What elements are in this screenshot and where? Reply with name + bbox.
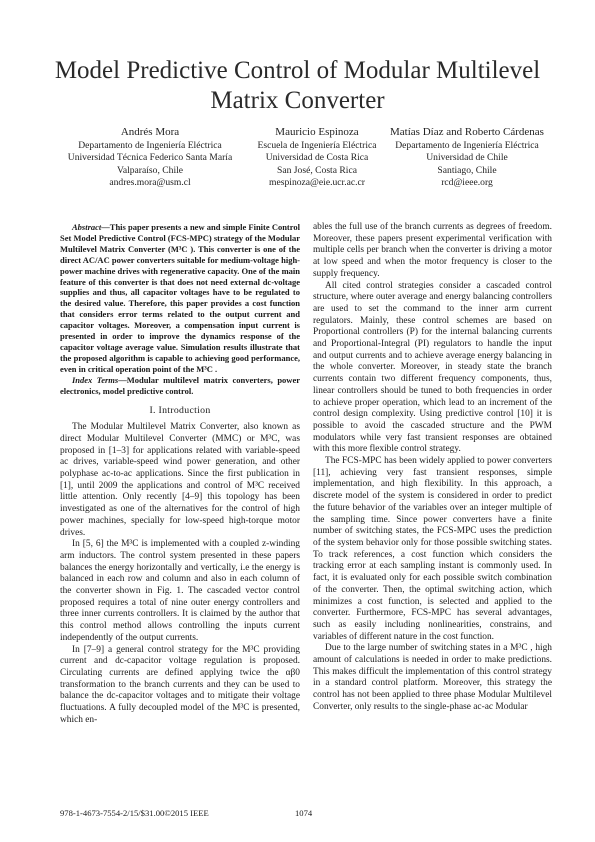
body-paragraph: The Modular Multilevel Matrix Converter, also known as direct Modular Multilevel Converter (MMC) or M³C, was proposed in [1–3] for applications related with variable-speed ac drives, variable-speed wind power generation, and other polyphase ac-to-ac applications. Since the first publication in [1], until 2009 the applications and control of M³C received little attention. Only recently [4–9] this topology has been investigated as one of the alternatives for the control of high power machines, specially for low-speed high-torque motor drives. — [60, 422, 300, 538]
author-location: Valparaíso, Chile — [116, 164, 184, 176]
author-name: Mauricio Espinoza — [275, 126, 359, 138]
author-location: San José, Costa Rica — [277, 164, 357, 176]
right-column — [313, 222, 552, 714]
body-paragraph: In [5, 6] the M³C is implemented with a coupled z-winding arm inductors. The control system presented in these papers balances the energy horizontally and vertically, i.e the energy is balanced in each row and column and also in each column of the converter shown in Fig. 1. The cascaded vector control proposed requires a total of nine outer energy controllers and three inner currents controllers. It is claimed by the author that this control method allows controlling the inputs current independently of the output currents. — [60, 539, 300, 643]
author-affiliation: Universidad Técnica Federico Santa María — [67, 152, 233, 164]
author-email: mespinoza@eie.ucr.ac.cr — [269, 177, 365, 189]
author-name: Matías Díaz and Roberto Cárdenas — [390, 126, 544, 138]
author-block-1 — [56, 126, 244, 190]
author-email: andres.mora@usm.cl — [109, 177, 191, 189]
index-terms — [60, 375, 300, 397]
body-paragraph: The FCS-MPC has been widely applied to power converters [11], achieving very fast transient responses, simple implementation, and high flexibility. In this approach, a discrete model of the system is considered in order to predict the future behavior of the variables over an integer multiple of the sampling time. Since power converters have a finite number of switching states, the FCS-MPC uses the prediction of the system behavior only for those possible switching states. To track references, a cost function which considers the tracking error at each sampling instant is commonly used. In fact, it is evaluated only for each possible switch combination of the converter. Then, the optimal switching action, which minimizes a cost function, is selected and applied to the converter. Furthermore, FCS-MPC has several advantages, such as easily including nonlinearities, constrains, and variables of different nature in the cost function. — [313, 456, 552, 642]
author-affiliation: Universidad de Chile — [426, 152, 508, 164]
author-affiliation: Departamento de Ingeniería Eléctrica — [78, 140, 222, 151]
author-email: rcd@ieee.org — [441, 177, 493, 189]
abstract-text: —This paper presents a new and simple Finite Control Set Model Predictive Control (FCS-MPC) strategy of the Modular Multilevel Matrix Converter (M³C ). This converter is one of the direct AC/AC power converters suitable for medium-voltage high-power machine drives with regenerative capacity. One of the main feature of this converter is that does not need external dc-voltage supplies and thus, all capacitor voltages have to be regulated to the desired value. Therefore, this paper provides a cost function that considers error terms related to the output current and capacitor voltages. Moreover, a compensation input current is presented in order to improve the dynamics response of the capacitor voltage average value. Simulation results illustrate that the proposed algorithm is capable to achieving good performance, even in critical operation point of the M³C . — [60, 222, 300, 374]
body-paragraph: ables the full use of the branch currents as degrees of freedom. Moreover, these papers present experimental verification with multiple cells per branch when the converter is driving a motor at low speed and when the motor frequency is closer to the supply frequency. — [313, 222, 552, 279]
body-paragraph: All cited control strategies consider a cascaded control structure, where outer average and energy balancing controllers are used to set the command to the inner arm current regulators. Mainly, these control schemes are based on Proportional controllers (P) for the internal balancing currents and Proportional-Integral (PI) regulators to handle the input and output currents and to achieve average energy balancing in the whole converter. Moreover, in steady state the branch currents contain two different frequency components, thus, linear controllers should be tuned to both frequencies in order to achieve proper operation, which lead to an increment of the control design complexity. Using predictive control [10] it is possible to avoid the cascaded structure and the PWM modulators while very fast transient responses are obtained with this more flexible control strategy. — [313, 280, 552, 455]
author-affiliation: Universidad de Costa Rica — [265, 152, 369, 164]
abstract-label: Abstract — [72, 222, 102, 232]
footer-copyright: 978-1-4673-7554-2/15/$31.00©2015 IEEE — [60, 808, 209, 818]
abstract — [60, 222, 300, 375]
index-terms-text: —Modular multilevel matrix converters, power electronics, model predictive control. — [60, 374, 300, 396]
page-number: 1074 — [295, 808, 313, 818]
left-column — [60, 222, 300, 726]
index-terms-label: Index Terms — [72, 374, 119, 385]
body-paragraph: In [7–9] a general control strategy for the M³C providing current and dc-capacitor voltage regulation is proposed. Circulating currents are defined applying twice the αβ0 transformation to the branch currents and they can be used to balance the dc-capacitor voltages and to mitigate their voltage fluctuations. A fully decoupled model of the M³C is presented, which en- — [60, 644, 300, 725]
author-affiliation: Departamento de Ingeniería Eléctrica — [395, 140, 539, 151]
paper-title: Model Predictive Control of Modular Multilevel Matrix Converter — [54, 57, 541, 114]
author-affiliation: Escuela de Ingeniería Eléctrica — [257, 140, 377, 151]
author-location: Santiago, Chile — [437, 164, 497, 176]
section-heading: I. Introduction — [149, 404, 211, 416]
author-block-2 — [248, 126, 386, 190]
author-block-3 — [388, 126, 546, 190]
body-paragraph: Due to the large number of switching states in a M³C , high amount of calculations is needed in order to make predictions. This makes difficult the implementation of this control strategy in a standard control platform. Moreover, this strategy the control has not been applied to three phase Modular Multilevel Converter, only results to the single-phase ac-ac Modular — [313, 643, 552, 712]
author-name: Andrés Mora — [120, 126, 180, 138]
